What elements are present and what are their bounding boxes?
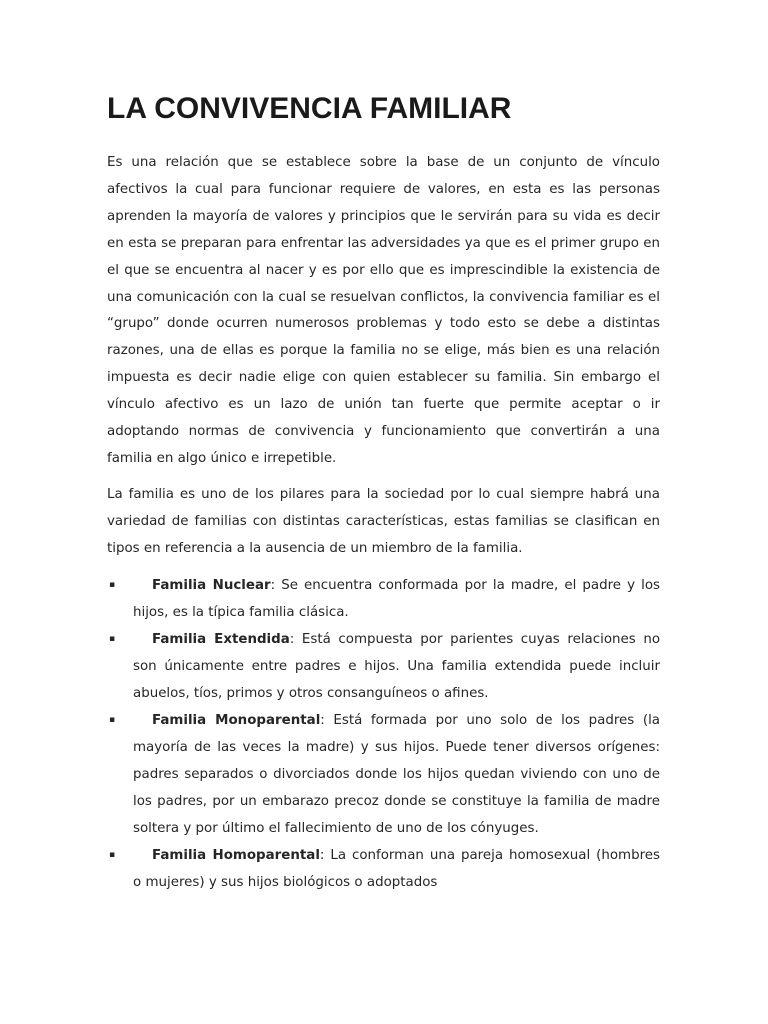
document-page xyxy=(107,90,660,896)
bullet-square-icon: ▪ xyxy=(109,579,116,590)
family-type-description: : Está formada por uno solo de los padres (la mayoría de las veces la madre) y sus hijos. Puede tener diversos orígenes: padres separados o divorciados donde los hijos quedan viviendo con uno de los padres, por un embarazo precoz donde se constituye la familia de madre soltera y por último el fallecimiento de uno de los cónyuges. xyxy=(133,712,660,836)
list-item xyxy=(107,626,660,707)
bullet-square-icon: ▪ xyxy=(109,849,116,860)
family-type-description: : Está compuesta por parientes cuyas relaciones no son únicamente entre padres e hijos. Una familia extendida puede incluir abuelos, tíos, primos y otros consanguíneos o afines. xyxy=(133,631,661,701)
family-type-term: Familia Nuclear xyxy=(152,577,271,593)
list-item xyxy=(107,707,660,842)
bullet-square-icon: ▪ xyxy=(109,633,116,644)
family-type-term: Familia Homoparental xyxy=(152,847,320,863)
family-types-list xyxy=(107,572,660,896)
bullet-square-icon: ▪ xyxy=(109,714,116,725)
family-type-description: : La conforman una pareja homosexual (hombres o mujeres) y sus hijos biológicos o adoptados xyxy=(133,847,660,890)
list-item xyxy=(107,842,660,896)
list-item xyxy=(107,572,660,626)
family-type-term: Familia Monoparental xyxy=(152,712,321,728)
family-type-description: : Se encuentra conformada por la madre, el padre y los hijos, es la típica familia clásica. xyxy=(133,577,660,620)
intro-paragraph: Es una relación que se establece sobre la base de un conjunto de vínculo afectivos la cual para funcionar requiere de valores, en esta es las personas aprenden la mayoría de valores y principios que le servirán para su vida es decir en esta se preparan para enfrentar las adversidades ya que es el primer grupo en el que se encuentra al nacer y es por ello que es imprescindible la existencia de una comunicación con la cual se resuelvan conflictos, la convivencia familiar es el “grupo” donde ocurren numerosos problemas y todo esto se debe a distintas razones, una de ellas es porque la familia no se elige, más bien es una relación impuesta es decir nadie elige con quien establecer su familia. Sin embargo el vínculo afectivo es un lazo de unión tan fuerte que permite aceptar o ir adoptando normas de convivencia y funcionamiento que convertirán a una familia en algo único e irrepetible. xyxy=(107,155,660,466)
document-title: LA CONVIVENCIA FAMILIAR xyxy=(107,92,512,125)
family-types-intro-paragraph: La familia es uno de los pilares para la sociedad por lo cual siempre habrá una variedad de familias con distintas características, estas familias se clasifican en tipos en referencia a la ausencia de un miembro de la familia. xyxy=(107,486,660,556)
family-type-term: Familia Extendida xyxy=(152,631,290,647)
